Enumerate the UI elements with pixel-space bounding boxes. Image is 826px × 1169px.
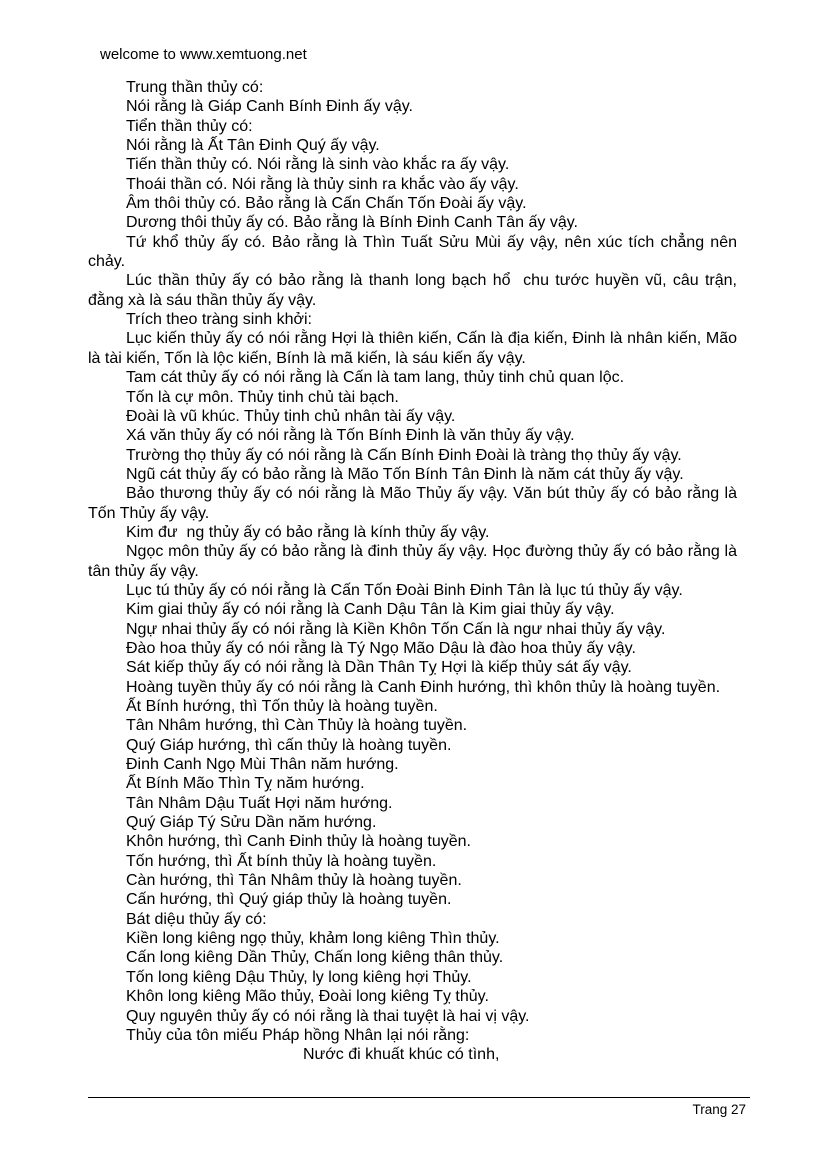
paragraph: Trích theo tràng sinh khởi: bbox=[126, 311, 312, 329]
paragraph: Cấn long kiêng Dần Thủy, Chấn long kiêng thân thủy. bbox=[126, 949, 504, 967]
paragraph: Tốn hướng, thì Ất bính thủy là hoàng tuyền. bbox=[126, 852, 437, 870]
paragraph: Lục tú thủy ấy có nói rằng là Cấn Tốn Đoài Binh Đinh Tân là lục tú thủy ấy vậy. bbox=[126, 581, 683, 599]
verse-line: Nước đi khuất khúc có tình, bbox=[303, 1046, 500, 1064]
paragraph: Quý Giáp hướng, thì cấn thủy là hoàng tuyền. bbox=[126, 736, 452, 754]
paragraph: Tam cát thủy ấy có nói rằng là Cấn là tam lang, thủy tinh chủ quan lộc. bbox=[126, 369, 625, 387]
paragraph: Kim giai thủy ấy có nói rằng là Canh Dậu Tân là Kim giai thủy ấy vậy. bbox=[126, 601, 615, 619]
paragraph: Lục kiến thủy ấy có nói rằng Hợi là thiên kiến, Cấn là địa kiến, Đinh là nhân kiến, Mão là tài kiến, Tốn là lộc kiến, Bính là mã kiến, là sáu kiến ấy vậy. bbox=[88, 330, 737, 367]
paragraph: Âm thôi thủy có. Bảo rằng là Cấn Chấn Tốn Đoài ấy vậy. bbox=[126, 195, 527, 213]
paragraph: Tứ khổ thủy ấy có. Bảo rằng là Thìn Tuất Sửu Mùi ấy vậy, nên xúc tích chẳng nên chảy. bbox=[88, 233, 737, 271]
paragraph: Thủy của tôn miếu Pháp hồng Nhân lại nói rằng: bbox=[126, 1026, 470, 1044]
paragraph: Ngũ cát thủy ấy có bảo rằng là Mão Tốn Bính Tân Đinh là năm cát thủy ấy vậy. bbox=[126, 465, 684, 483]
paragraph: Khôn hướng, thì Canh Đinh thủy là hoàng tuyền. bbox=[126, 833, 471, 851]
paragraph: Đào hoa thủy ấy có nói rằng là Tý Ngọ Mão Dậu là đào hoa thủy ấy vậy. bbox=[126, 639, 636, 657]
footer-divider bbox=[88, 1097, 750, 1098]
paragraph: Đinh Canh Ngọ Mùi Thân năm hướng. bbox=[126, 756, 399, 774]
paragraph: Hoàng tuyền thủy ấy có nói rằng là Canh Đinh hướng, thì khôn thủy là hoàng tuyền. bbox=[126, 678, 721, 696]
paragraph: Ất Bính hướng, thì Tốn thủy là hoàng tuyền. bbox=[126, 698, 438, 715]
document-body bbox=[88, 78, 737, 1065]
paragraph: Đoài là vũ khúc. Thủy tinh chủ nhân tài ấy vậy. bbox=[126, 407, 456, 425]
paragraph: Ất Bính Mão Thìn Tỵ năm hướng. bbox=[126, 775, 365, 793]
paragraph: Kiền long kiêng ngọ thủy, khảm long kiêng Thìn thủy. bbox=[126, 930, 500, 948]
paragraph: Bát diệu thủy ấy có: bbox=[126, 910, 267, 928]
paragraph: Ngự nhai thủy ấy có nói rằng là Kiền Khôn Tốn Cấn là ngư nhai thủy ấy vậy. bbox=[126, 620, 666, 638]
paragraph: Càn hướng, thì Tân Nhâm thủy là hoàng tuyền. bbox=[126, 872, 462, 890]
paragraph: Kim đư ng thủy ấy có bảo rằng là kính thủy ấy vậy. bbox=[126, 523, 490, 541]
paragraph: Cấn hướng, thì Quý giáp thủy là hoàng tuyền. bbox=[126, 891, 452, 909]
paragraph: Thoái thần có. Nói rằng là thủy sinh ra khắc vào ấy vậy. bbox=[126, 175, 519, 193]
page-number: Trang 27 bbox=[692, 1102, 746, 1117]
paragraph: Ngọc môn thủy ấy có bảo rằng là đinh thủy ấy vậy. Học đường thủy ấy có bảo rằng là tân thủy ấy vậy. bbox=[88, 543, 737, 580]
paragraph: Xá văn thủy ấy có nói rằng là Tốn Bính Đinh là văn thủy ấy vậy. bbox=[126, 427, 575, 445]
paragraph: Trung thần thủy có: bbox=[126, 79, 264, 96]
paragraph: Lúc thần thủy ấy có bảo rằng là thanh long bạch hổ chu tước huyền vũ, câu trận, đằng xà là sáu thần thủy ấy vậy. bbox=[88, 272, 737, 309]
paragraph: Nói rằng là Giáp Canh Bính Đinh ấy vậy. bbox=[126, 98, 413, 116]
paragraph: Tốn là cự môn. Thủy tinh chủ tài bạch. bbox=[126, 388, 399, 406]
paragraph: Trường thọ thủy ấy có nói rằng là Cấn Bính Đinh Đoài là tràng thọ thủy ấy vậy. bbox=[126, 446, 682, 464]
paragraph: Sát kiếp thủy ấy có nói rằng là Dần Thân Tỵ Hợi là kiếp thủy sát ấy vậy. bbox=[126, 659, 632, 677]
paragraph: Nói rằng là Ất Tân Đinh Quý ấy vậy. bbox=[126, 137, 380, 155]
paragraph: Quy nguyên thủy ấy có nói rằng là thai tuyệt là hai vị vậy. bbox=[126, 1007, 530, 1025]
paragraph: Tiển thần thủy có: bbox=[126, 117, 253, 135]
paragraph: Tiến thần thủy có. Nói rằng là sinh vào khắc ra ấy vậy. bbox=[126, 156, 510, 174]
paragraph: Tốn long kiêng Dậu Thủy, ly long kiêng hợi Thủy. bbox=[126, 968, 472, 986]
paragraph: Khôn long kiêng Mão thủy, Đoài long kiêng Tỵ thủy. bbox=[126, 988, 489, 1006]
paragraph: Quý Giáp Tý Sửu Dần năm hướng. bbox=[126, 814, 377, 832]
paragraph: Tân Nhâm hướng, thì Càn Thủy là hoàng tuyền. bbox=[126, 717, 468, 735]
paragraph: Tân Nhâm Dậu Tuất Hợi năm hướng. bbox=[126, 794, 393, 812]
site-header-text: welcome to www.xemtuong.net bbox=[100, 46, 307, 63]
paragraph: Dương thôi thủy ấy có. Bảo rằng là Bính Đinh Canh Tân ấy vậy. bbox=[126, 214, 578, 232]
paragraph: Bảo thương thủy ấy có nói rằng là Mão Thủy ấy vậy. Văn bút thủy ấy có bảo rằng là Tốn Thủy ấy vậy. bbox=[88, 485, 737, 522]
